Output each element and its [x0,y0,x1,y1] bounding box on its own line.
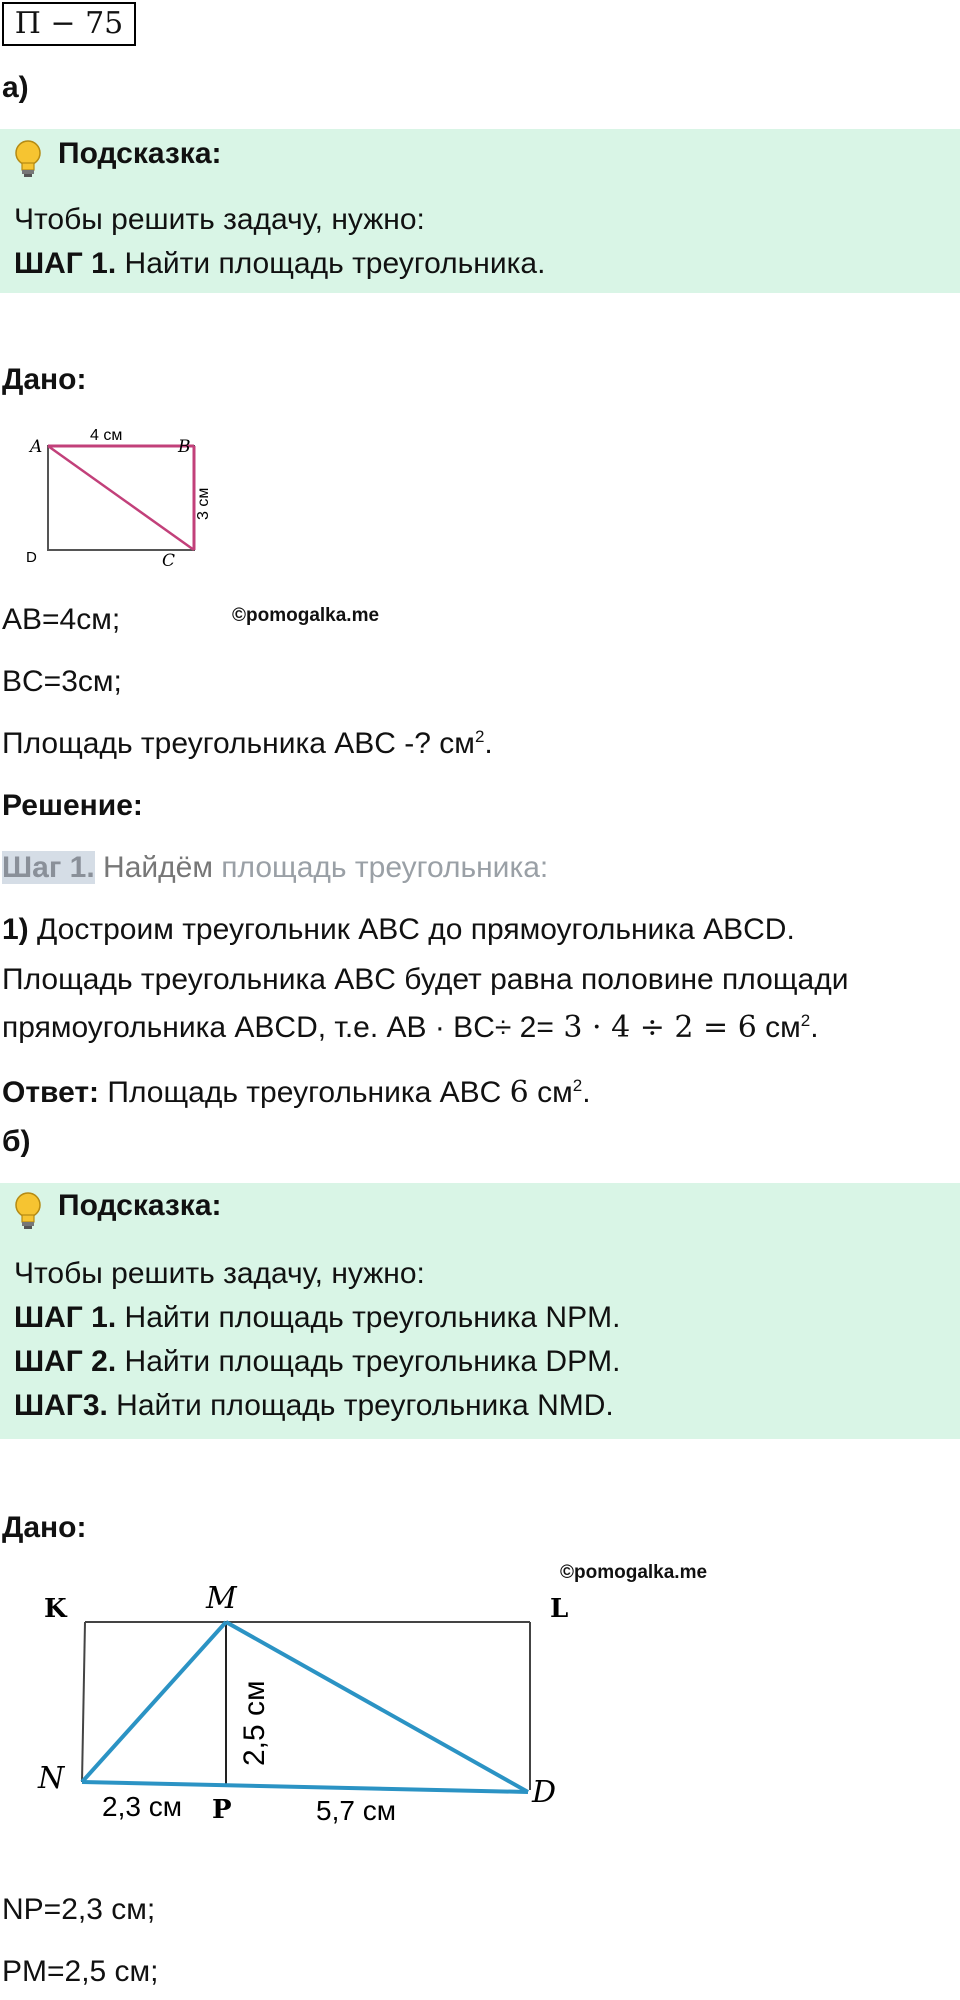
given-pm: PM=2,5 см; [2,1955,159,1988]
hint-step-label: ШАГ 1. [14,247,117,280]
question-sup: 2 [474,727,485,746]
hint-step-text: Найти площадь треугольника NPM. [116,1301,621,1334]
label-d: D [26,549,37,566]
height-label: 2,5 см [238,1680,271,1766]
hint-step-label: ШАГ 1. [14,1301,117,1334]
solution-math: 3 · 4 ÷ 2 = 6 [553,1010,757,1045]
triangle-nmd-figure [30,1570,590,1840]
label-d: D [532,1775,557,1810]
answer-label: Ответ: [2,1076,100,1109]
answer-text: Площадь треугольника ABC [99,1076,510,1109]
solution-line-1 [2,912,795,948]
label-p: P [212,1795,232,1825]
given-ab: AB=4см; [2,603,121,636]
solution-line-2: Площадь треугольника ABC будет равна половине площади [2,963,849,996]
pd-label: 5,7 см [316,1795,396,1826]
step-heading-rest: площадь треугольника [212,851,540,884]
hint-step-label: ШАГ 2. [14,1345,117,1378]
given-label-b: Дано: [2,1511,87,1544]
solution-text-3: прямоугольника ABCD, т.е. AB · BC÷ 2= [2,1011,554,1044]
solution-text-1: Достроим треугольник ABC до прямоугольника ABCD. [28,913,795,946]
hint-step-text: Найти площадь треугольника DPM. [116,1345,621,1378]
hint-step-3 [14,1389,614,1423]
hint-step-text: Найти площадь треугольника. [116,247,546,280]
label-m: M [206,1581,237,1616]
answer-line [2,1075,591,1111]
solution-line-3 [2,1010,819,1046]
solution-tail: . [810,1011,819,1044]
label-n: N [38,1761,65,1796]
side-ab-label: 4 см [90,427,123,444]
label-b: B [178,437,191,457]
hint-box-b [0,1183,960,1439]
hint-title: Подсказка: [58,1189,222,1222]
part-b-label: б) [2,1125,31,1158]
hint-intro: Чтобы решить задачу, нужно: [14,203,425,236]
step-heading-step: Шаг 1. [2,851,95,884]
hint-step-2 [14,1345,620,1379]
label-k: K [44,1594,67,1624]
answer-sup: 2 [572,1076,583,1095]
np-label: 2,3 см [102,1791,182,1822]
label-l: L [550,1594,569,1624]
solution-unit: см [756,1011,801,1044]
answer-tail: . [582,1076,591,1109]
hint-step-1 [14,247,545,281]
question-tail: . [484,727,493,760]
step-heading-verb: Найдём [94,851,213,884]
hint-box-a [0,129,960,293]
part-a-label: а) [2,71,29,104]
hint-title: Подсказка: [58,137,222,170]
rectangle-abcd-figure [20,427,212,571]
given-np: NP=2,3 см; [2,1893,156,1926]
solution-sup: 2 [800,1011,811,1030]
given-bc: BC=3см; [2,665,122,698]
side-bc-label: 3 см [195,487,212,520]
step-heading [2,850,548,886]
answer-math: 6 [509,1075,529,1110]
answer-unit: см [528,1076,573,1109]
hint-step-1 [14,1301,620,1335]
hint-intro: Чтобы решить задачу, нужно: [14,1257,425,1290]
watermark-a: ©pomogalka.me [232,605,380,626]
label-c: C [162,551,176,571]
question-line [2,726,493,762]
lightbulb-icon [14,1191,42,1231]
lightbulb-icon [14,139,42,179]
problem-number-box: П − 75 [2,2,136,46]
question-text: Площадь треугольника ABC -? см [2,727,475,760]
given-label-a: Дано: [2,363,87,396]
step-heading-colon: : [539,851,549,884]
label-a: A [30,437,43,457]
hint-step-text: Найти площадь треугольника NMD. [107,1389,614,1422]
solution-num: 1) [2,913,29,946]
watermark-b: ©pomogalka.me [560,1562,708,1583]
solution-label: Решение: [2,789,143,822]
hint-step-label: ШАГ3. [14,1389,108,1422]
